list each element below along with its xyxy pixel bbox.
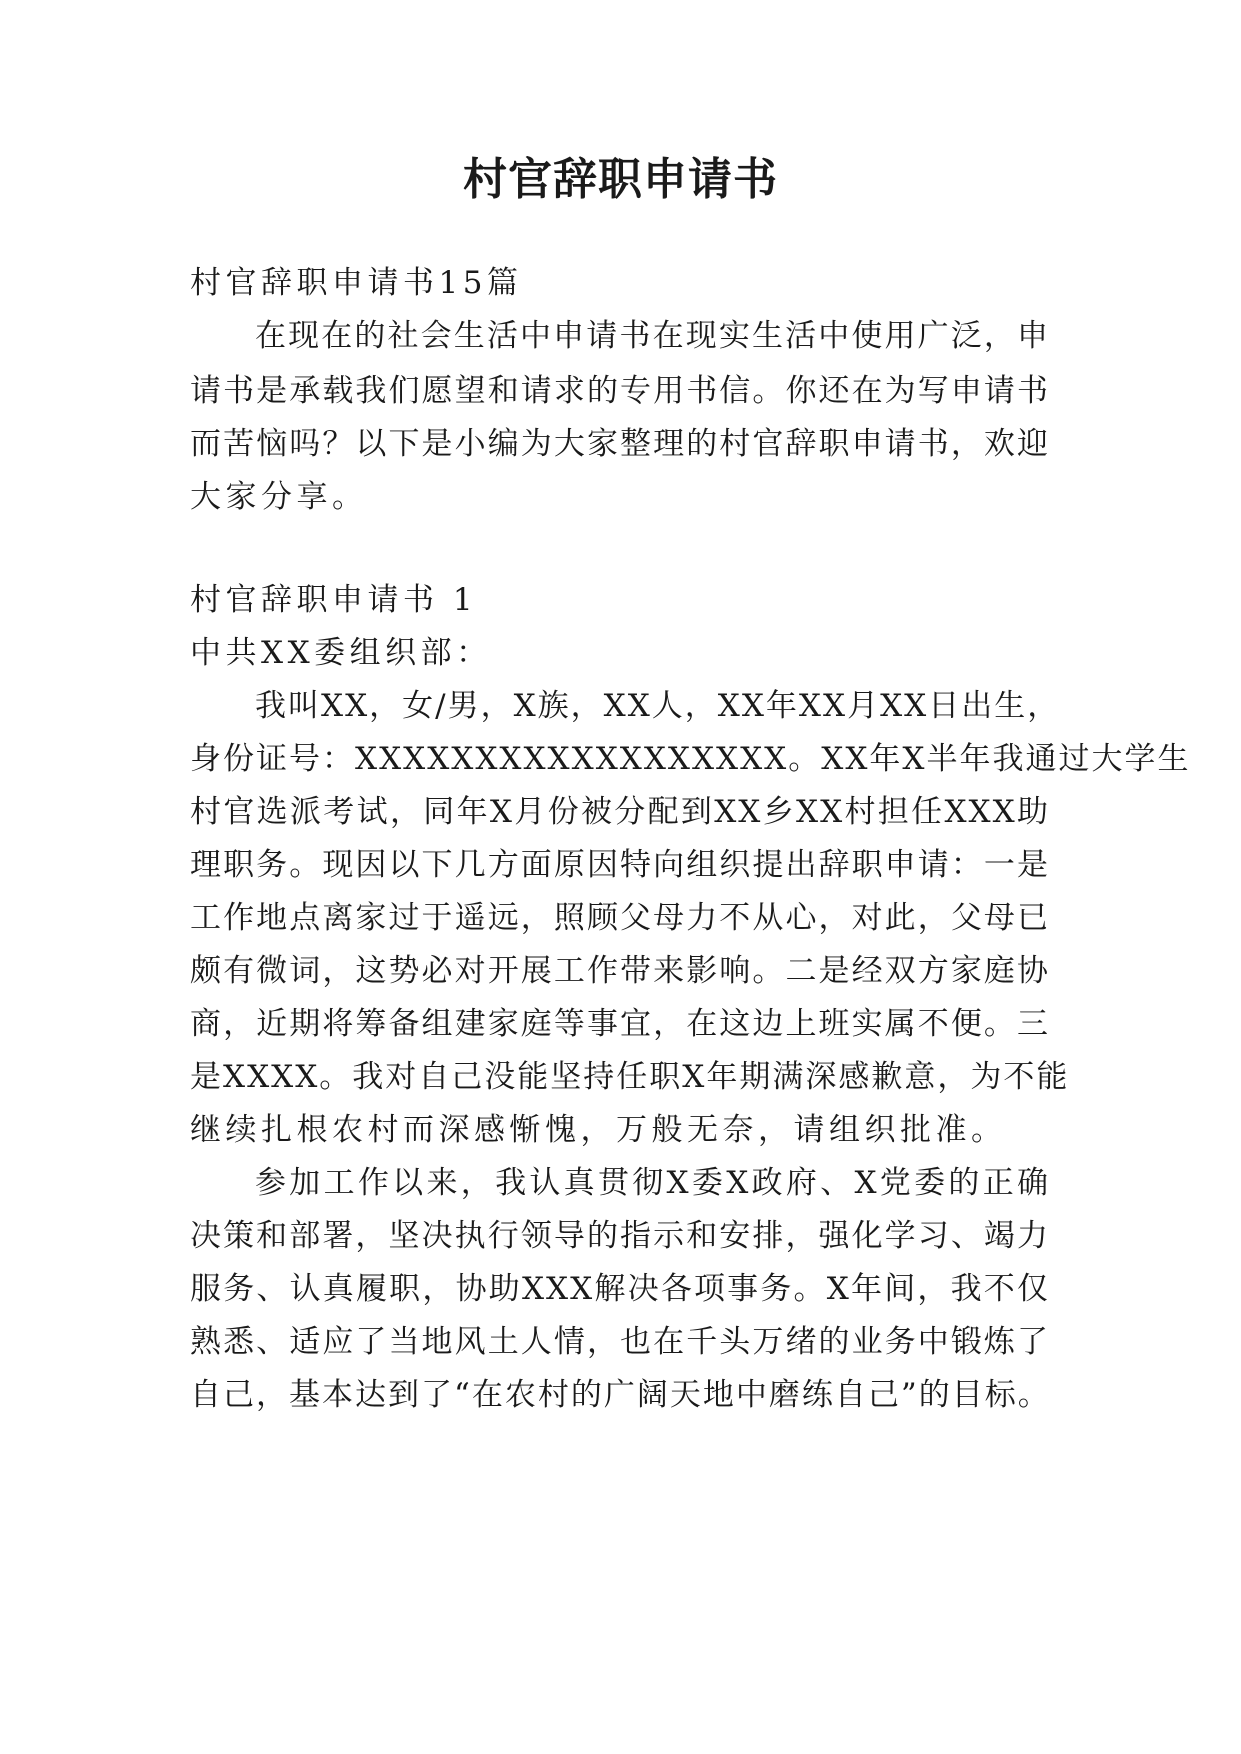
paragraph-line: 理职务。现因以下几方面原因特向组织提出辞职申请：一是 <box>190 847 1050 883</box>
paragraph-line: 颇有微词，这势必对开展工作带来影响。二是经双方家庭协 <box>190 953 1050 989</box>
paragraph-line: 服务、认真履职，协助XXX解决各项事务。X年间，我不仅 <box>190 1271 1050 1307</box>
paragraph-line: 熟悉、适应了当地风土人情，也在千头万绪的业务中锻炼了 <box>190 1324 1050 1360</box>
intro-line: 而苦恼吗？以下是小编为大家整理的村官辞职申请书，欢迎 <box>190 426 1050 462</box>
intro-line: 在现在的社会生活中申请书在现实生活中使用广泛，申 <box>255 318 1050 354</box>
paragraph-line: 村官选派考试，同年X月份被分配到XX乡XX村担任XXX助 <box>190 794 1050 830</box>
document-title: 村官辞职申请书 <box>463 154 778 205</box>
paragraph-line: 我叫XX，女/男，X族，XX人，XX年XX月XX日出生， <box>255 688 1061 724</box>
document-subtitle: 村官辞职申请书15篇 <box>190 265 523 301</box>
paragraph-line: 继续扎根农村而深感惭愧，万般无奈，请组织批准。 <box>190 1112 1007 1148</box>
salutation: 中共XX委组织部： <box>190 635 492 671</box>
paragraph-line: 商，近期将筹备组建家庭等事宜，在这边上班实属不便。三 <box>190 1006 1050 1042</box>
intro-line: 大家分享。 <box>190 479 368 515</box>
paragraph-line: 参加工作以来，我认真贯彻X委X政府、X党委的正确 <box>255 1165 1050 1201</box>
paragraph-line: 自己，基本达到了“在农村的广阔天地中磨练自己”的目标。 <box>190 1377 1051 1413</box>
paragraph-line: 决策和部署，坚决执行领导的指示和安排，强化学习、竭力 <box>190 1218 1050 1254</box>
section-heading: 村官辞职申请书 1 <box>190 582 478 618</box>
paragraph-line: 工作地点离家过于遥远，照顾父母力不从心，对此，父母已 <box>190 900 1050 936</box>
paragraph-line: 身份证号：XXXXXXXXXXXXXXXXXX。XX年X半年我通过大学生 <box>190 741 1191 777</box>
paragraph-line: 是XXXX。我对自己没能坚持任职X年期满深感歉意，为不能 <box>190 1059 1070 1095</box>
intro-line: 请书是承载我们愿望和请求的专用书信。你还在为写申请书 <box>190 373 1050 409</box>
